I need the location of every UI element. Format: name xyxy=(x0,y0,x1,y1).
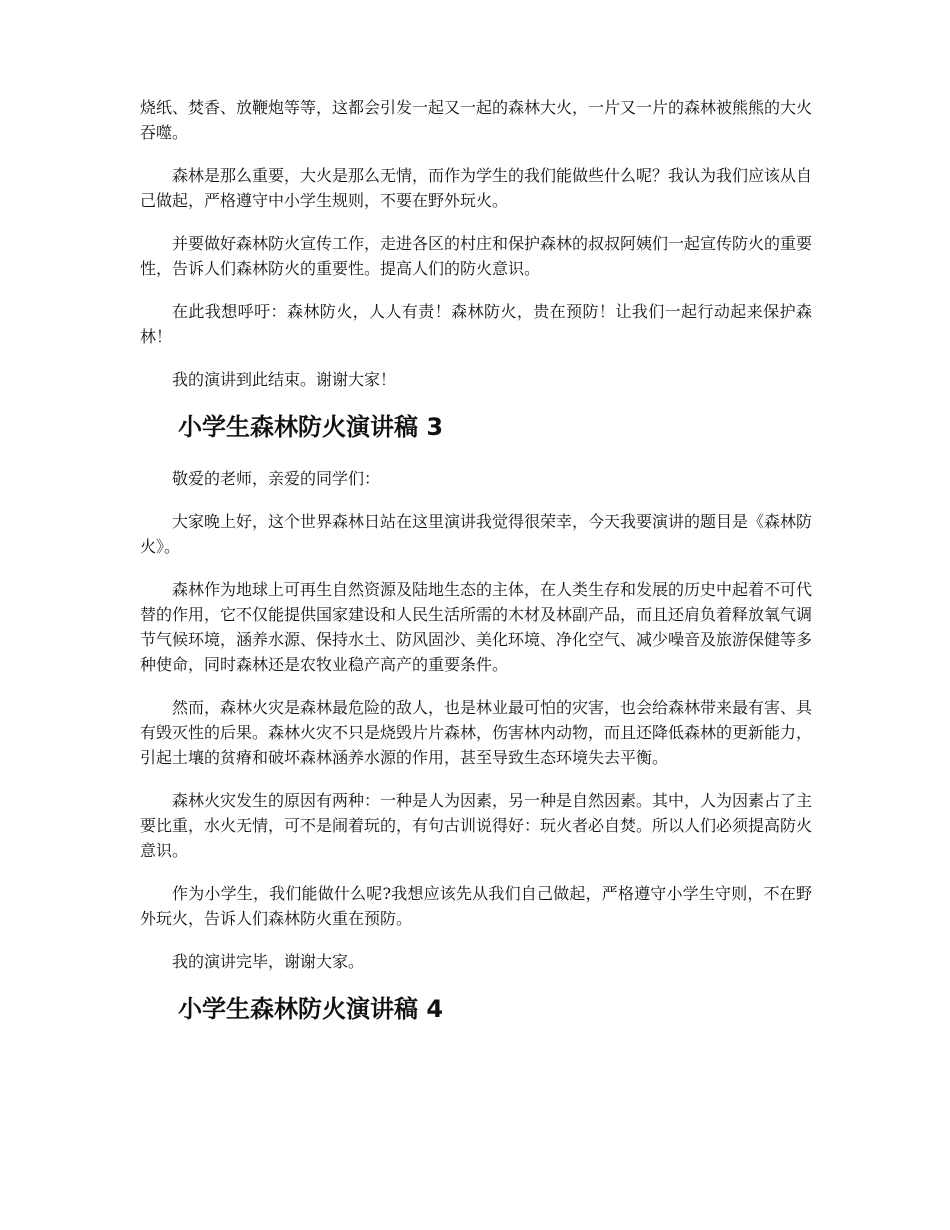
paragraph-forest-importance: 森林作为地球上可再生自然资源及陆地生态的主体，在人类生存和发展的历史中起着不可代替的作用，它不仅能提供国家建设和人民生活所需的木材及林副产品，而且还肩负着释放氧气调节气候环境，涵养水源、保持水土、防风固沙、美化环境、净化空气、减少噪音及旅游保健等多种使命，同时森林还是农牧业稳产高产的重要条件。 xyxy=(140,580,813,674)
paragraph-what-students-can-do: 森林是那么重要，大火是那么无情，而作为学生的我们能做些什么呢？我认为我们应该从自己做起，严格遵守中小学生规则，不要在野外玩火。 xyxy=(140,166,813,210)
paragraph-closing: 我的演讲到此结束。谢谢大家！ xyxy=(172,370,397,389)
paragraph-fire-causes: 烧纸、焚香、放鞭炮等等，这都会引发一起又一起的森林大火，一片又一片的森林被熊熊的大火吞噬。 xyxy=(140,98,813,142)
paragraph-fire-reasons: 森林火灾发生的原因有两种：一种是人为因素，另一种是自然因素。其中，人为因素占了主要比重，水火无情，可不是闹着玩的，有句古训说得好：玩火者必自焚。所以人们必须提高防火意识。 xyxy=(140,791,813,860)
paragraph-speech-end: 我的演讲完毕，谢谢大家。 xyxy=(172,952,365,971)
document-page xyxy=(140,95,812,1048)
paragraph-fire-prevention-publicity: 并要做好森林防火宣传工作，走进各区的村庄和保护森林的叔叔阿姨们一起宣传防火的重要性，告诉人们森林防火的重要性。提高人们的防火意识。 xyxy=(140,234,813,278)
paragraph-forest-fire-harm: 然而，森林火灾是森林最危险的敌人，也是林业最可怕的灾害，也会给森林带来最有害、具有毁灭性的后果。森林火灾不只是烧毁片片森林，伤害林内动物，而且还降低森林的更新能力，引起土壤的贫瘠和破坏森林涵养水源的作用，甚至导致生态环境失去平衡。 xyxy=(140,698,813,767)
paragraph-introduction: 大家晚上好，这个世界森林日站在这里演讲我觉得很荣幸，今天我要演讲的题目是《森林防火》。 xyxy=(140,512,813,556)
paragraph-student-actions: 作为小学生，我们能做什么呢?我想应该先从我们自己做起，严格遵守小学生守则，不在野外玩火，告诉人们森林防火重在预防。 xyxy=(140,884,812,928)
section-heading-speech-3: 小学生森林防火演讲稿 3 xyxy=(178,413,444,441)
paragraph-appeal: 在此我想呼吁：森林防火，人人有责！森林防火，贵在预防！让我们一起行动起来保护森林！ xyxy=(140,302,812,346)
paragraph-greeting: 敬爱的老师，亲爱的同学们： xyxy=(172,469,381,488)
section-heading-speech-4: 小学生森林防火演讲稿 4 xyxy=(178,995,444,1023)
